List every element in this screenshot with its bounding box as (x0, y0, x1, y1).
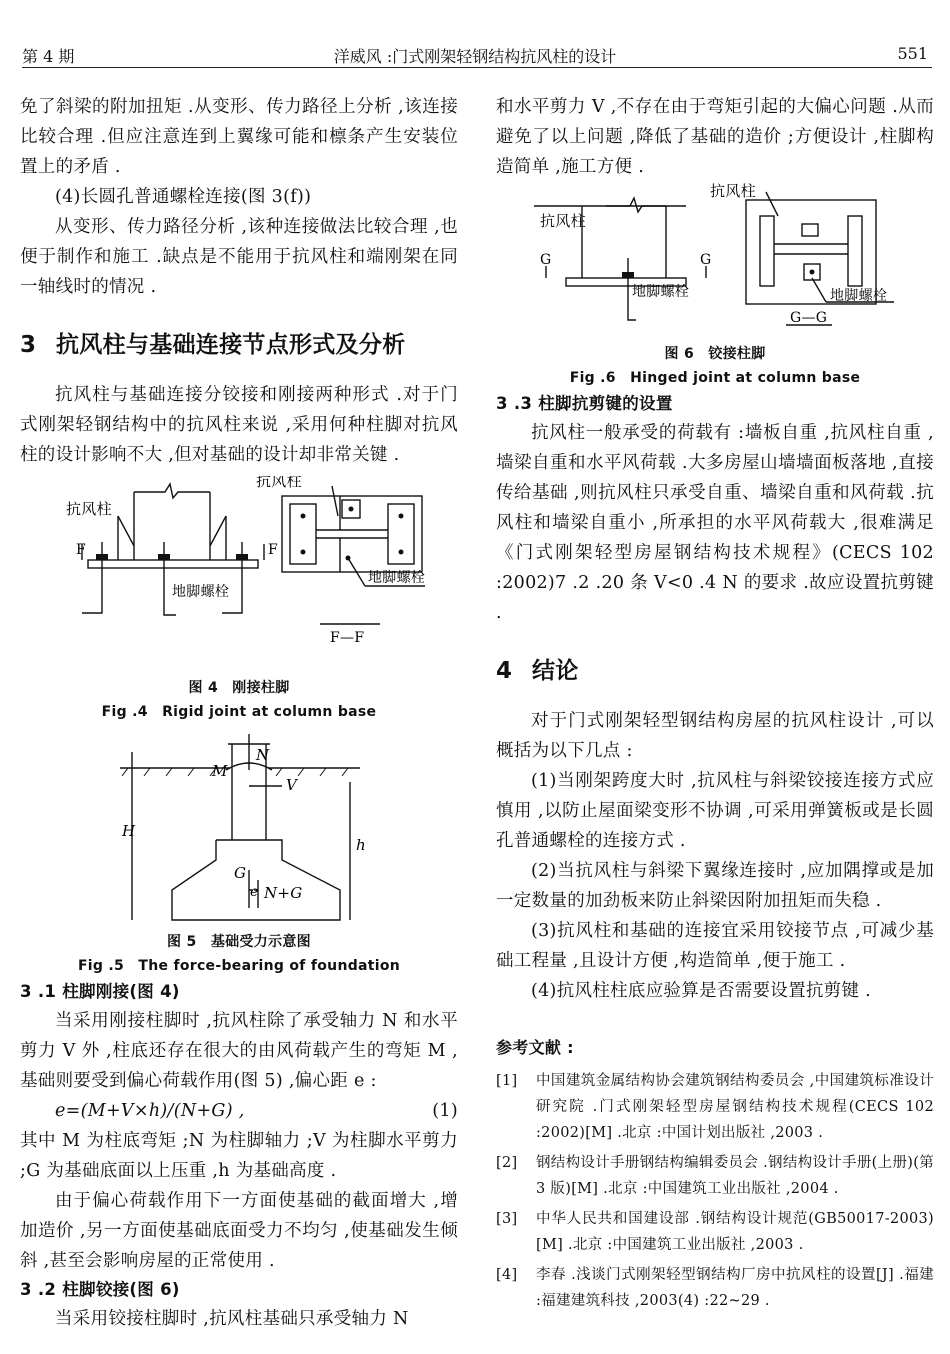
label-section-name: F—F (330, 630, 365, 646)
label-section: G (700, 252, 712, 268)
page-number: 551 (897, 44, 928, 63)
issue-number: 第 4 期 (22, 47, 75, 66)
subsection-heading: 3 .1 柱脚刚接(图 4) (20, 982, 180, 1001)
hinged-joint-diagram (496, 182, 934, 342)
paragraph: 免了斜梁的附加扭矩 .从变形、传力路径上分析 ,该连接比较合理 .但应注意连到上翼缘可能和檩条产生安装位置上的矛盾 . (20, 97, 458, 177)
paragraph: (1)当刚架跨度大时 ,抗风柱与斜梁铰接连接方式应慎用 ,以防止屋面梁变形不协调 ,可采用弹簧板或是长圆孔普通螺栓的连接方式 . (496, 771, 934, 851)
subsection-heading: 3 .3 柱脚抗剪键的设置 (496, 394, 673, 413)
label-anchor-bolt: 地脚螺栓 (368, 570, 426, 586)
rigid-joint-diagram (20, 476, 458, 676)
label-section-name: G—G (790, 310, 828, 326)
reference-item: [2] 钢结构设计手册钢结构编辑委员会 .钢结构设计手册(上册)(第 3 版)[M] .北京 :中国建筑工业出版社 ,2004 . (496, 1155, 934, 1197)
paragraph: 由于偏心荷载作用下一方面使基础的截面增大 ,增加造价 ,另一方面使基础底面受力不均匀 ,使基础发生倾斜 ,甚至会影响房屋的正常使用 . (20, 1191, 458, 1271)
reference-item: [4] 李春 .浅谈门式刚架轻型钢结构厂房中抗风柱的设置[J] .福建 :福建建筑科技 ,2003(4) :22~29 . (496, 1267, 934, 1309)
label-N: N (256, 746, 270, 764)
figure-4-caption-cn: 图 4 刚接柱脚 (188, 680, 290, 696)
figure-4-caption-en: Fig .4 Rigid joint at column base (101, 704, 377, 720)
reference-item: [3] 中华人民共和国建设部 .钢结构设计规范(GB50017-2003)[M] .北京 :中国建筑工业出版社 ,2003 . (496, 1211, 934, 1253)
label-G: G (234, 864, 247, 882)
label-M: M (212, 762, 228, 780)
page-header (0, 0, 950, 70)
equation-1 (20, 1096, 458, 1126)
section-heading: 4 结论 (496, 658, 579, 684)
paragraph: 当采用刚接柱脚时 ,抗风柱除了承受轴力 N 和水平剪力 V 外 ,柱底还存在很大的由风荷载产生的弯矩 M ,基础则要受到偏心荷载作用(图 5) ,偏心距 e : (20, 1011, 458, 1091)
left-column (20, 92, 458, 1334)
header-rule (22, 67, 932, 68)
equation-number: (1) (432, 1101, 458, 1121)
label-column: 抗风柱 (256, 476, 302, 490)
paragraph: 当采用铰接柱脚时 ,抗风柱基础只承受轴力 N (55, 1309, 409, 1329)
paragraph: 从变形、传力路径分析 ,该种连接做法比较合理 ,也便于制作和施工 .缺点是不能用于抗风柱和端刚架在同一轴线时的情况 . (20, 217, 458, 297)
figure-4 (20, 476, 458, 676)
paragraph: 对于门式刚架轻型钢结构房屋的抗风柱设计 ,可以概括为以下几点 : (496, 711, 934, 761)
label-section: F (76, 542, 87, 558)
label-V: V (286, 776, 298, 794)
label-h: h (356, 836, 366, 854)
label-column: 抗风柱 (540, 212, 586, 230)
label-section: F (268, 542, 279, 558)
label-anchor-bolt: 地脚螺栓 (632, 284, 690, 300)
label-column: 抗风柱 (710, 182, 756, 200)
section-heading: 3 抗风柱与基础连接节点形式及分析 (20, 332, 406, 358)
figure-6 (496, 182, 934, 342)
label-H: H (122, 822, 136, 840)
paragraph: (2)当抗风柱与斜梁下翼缘连接时 ,应加隅撑或是加一定数量的加劲板来防止斜梁因附加扭矩而失稳 . (496, 861, 934, 911)
reference-item: [1] 中国建筑金属结构协会建筑钢结构委员会 ,中国建筑标准设计研究院 .门式刚架轻型房屋钢结构技术规程(CECS 102 :2002)[M] .北京 :中国计划出版社 ,2003 . (496, 1073, 934, 1141)
label-e: e (250, 884, 259, 900)
right-column (496, 92, 934, 1318)
figure-6-caption-cn: 图 6 铰接柱脚 (664, 346, 766, 362)
running-title: 洋威风 :门式刚架轻钢结构抗风柱的设计 (333, 47, 617, 66)
paragraph: 和水平剪力 V ,不存在由于弯矩引起的大偏心问题 .从而避免了以上问题 ,降低了基础的造价 ;方便设计 ,柱脚构造简单 ,施工方便 . (496, 97, 934, 177)
paragraph: (4)抗风柱柱底应验算是否需要设置抗剪键 . (531, 981, 872, 1001)
label-anchor-bolt: 地脚螺栓 (830, 288, 888, 304)
foundation-force-diagram (20, 730, 458, 930)
figure-6-caption-en: Fig .6 Hinged joint at column base (569, 370, 861, 386)
figure-5-caption-cn: 图 5 基础受力示意图 (167, 934, 311, 950)
paragraph: (4)长圆孔普通螺栓连接(图 3(f)) (55, 187, 312, 207)
label-column: 抗风柱 (66, 500, 112, 518)
paragraph: 抗风柱一般承受的荷载有 :墙板自重 ,抗风柱自重 ,墙梁自重和水平风荷载 .大多房屋山墙墙面板落地 ,直接传给基础 ,则抗风柱只承受自重、墙梁自重和风荷载 .抗风柱和墙梁自重小 ,所承担的水平风荷载大 ,很难满足《门式刚架轻型房屋钢结构技术规程》(CECS 102 :2002)7 .2 .20 条 V<0 .4 N 的要求 .故应设置抗剪键 . (496, 423, 934, 623)
references-heading: 参考文献 : (496, 1038, 574, 1057)
label-anchor-bolt: 地脚螺栓 (172, 584, 230, 600)
label-section: G (540, 252, 552, 268)
subsection-heading: 3 .2 柱脚铰接(图 6) (20, 1280, 180, 1299)
equation-body: e=(M+V×h)/(N+G) , (55, 1101, 245, 1121)
paragraph: 抗风柱与基础连接分铰接和刚接两种形式 .对于门式刚架轻钢结构中的抗风柱来说 ,采用何种柱脚对抗风柱的设计影响不大 ,但对基础的设计却非常关键 . (20, 385, 458, 465)
paragraph: 其中 M 为柱底弯矩 ;N 为柱脚轴力 ;V 为柱脚水平剪力 ;G 为基础底面以上压重 ,h 为基础高度 . (20, 1131, 458, 1181)
figure-5 (20, 730, 458, 930)
paragraph: (3)抗风柱和基础的连接宜采用铰接节点 ,可减少基础工程量 ,且设计方便 ,构造简单 ,便于施工 . (496, 921, 934, 971)
label-N-plus-G: N+G (264, 884, 303, 902)
figure-5-caption-en: Fig .5 The force-bearing of foundation (77, 958, 401, 974)
